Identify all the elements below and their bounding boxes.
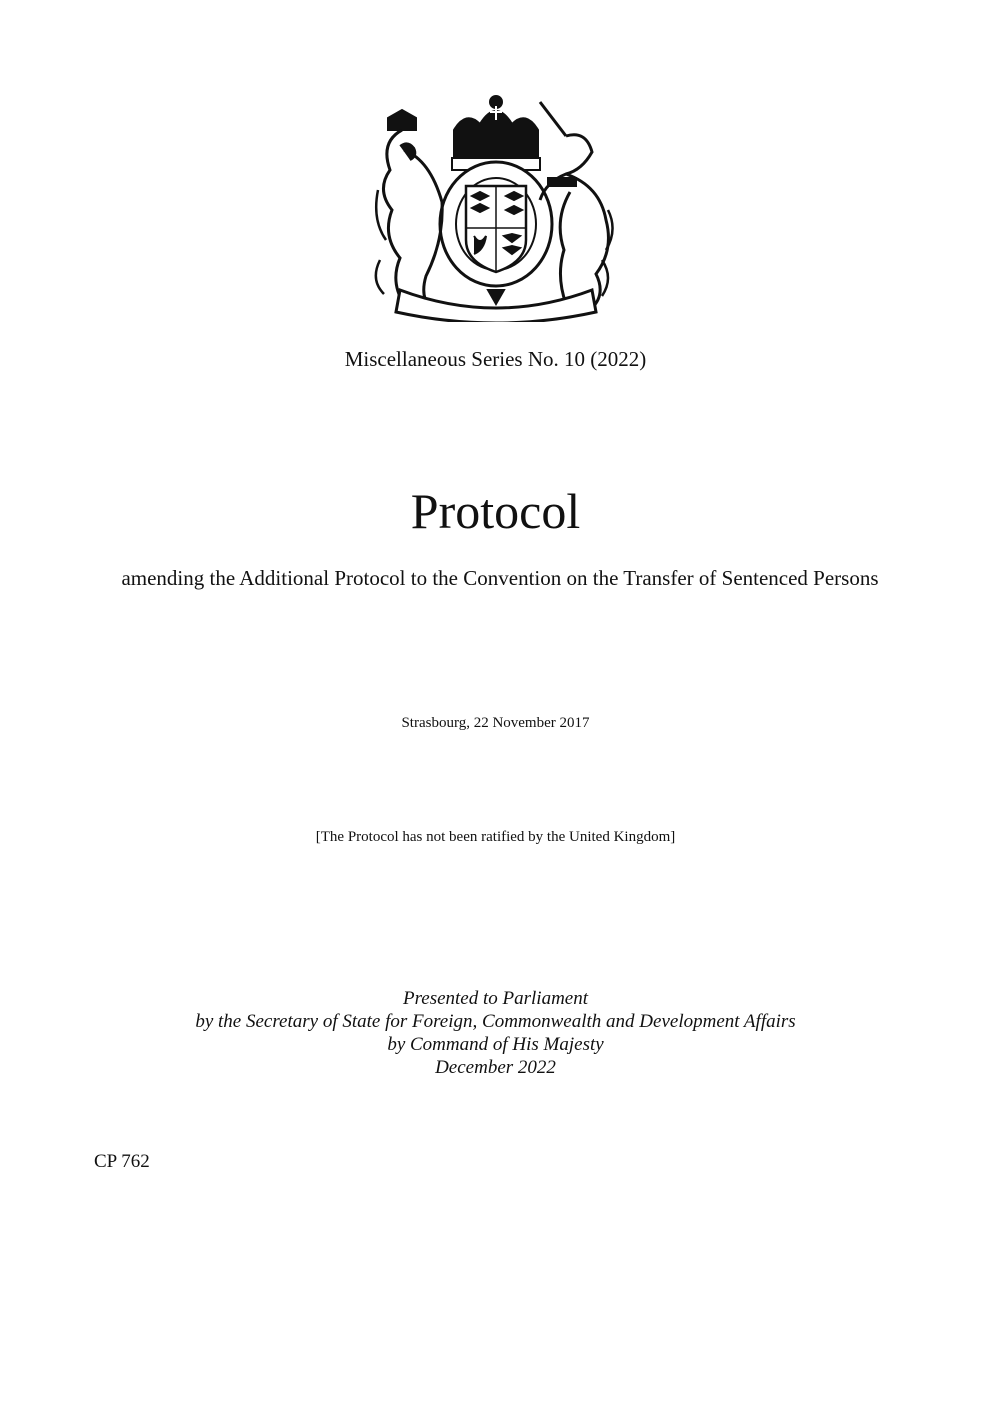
document-title: Protocol [410,483,581,539]
presentation-statement [0,987,991,1079]
ratification-note: [The Protocol has not been ratified by the United Kingdom] [315,829,676,845]
royal-coat-of-arms-icon [370,90,622,322]
command-paper-number: CP 762 [94,1151,150,1172]
document-subtitle: amending the Additional Protocol to the Convention on the Transfer of Sentenced Persons [121,566,879,590]
presentation-date: December 2022 [435,1057,556,1078]
presentation-line-2: by the Secretary of State for Foreign, Commonwealth and Development Affairs [195,1011,796,1032]
series-label: Miscellaneous Series No. 10 (2022) [344,347,647,371]
presentation-line-3: by Command of His Majesty [387,1034,604,1055]
place-and-date: Strasbourg, 22 November 2017 [401,715,590,731]
presentation-line-1: Presented to Parliament [402,988,589,1009]
